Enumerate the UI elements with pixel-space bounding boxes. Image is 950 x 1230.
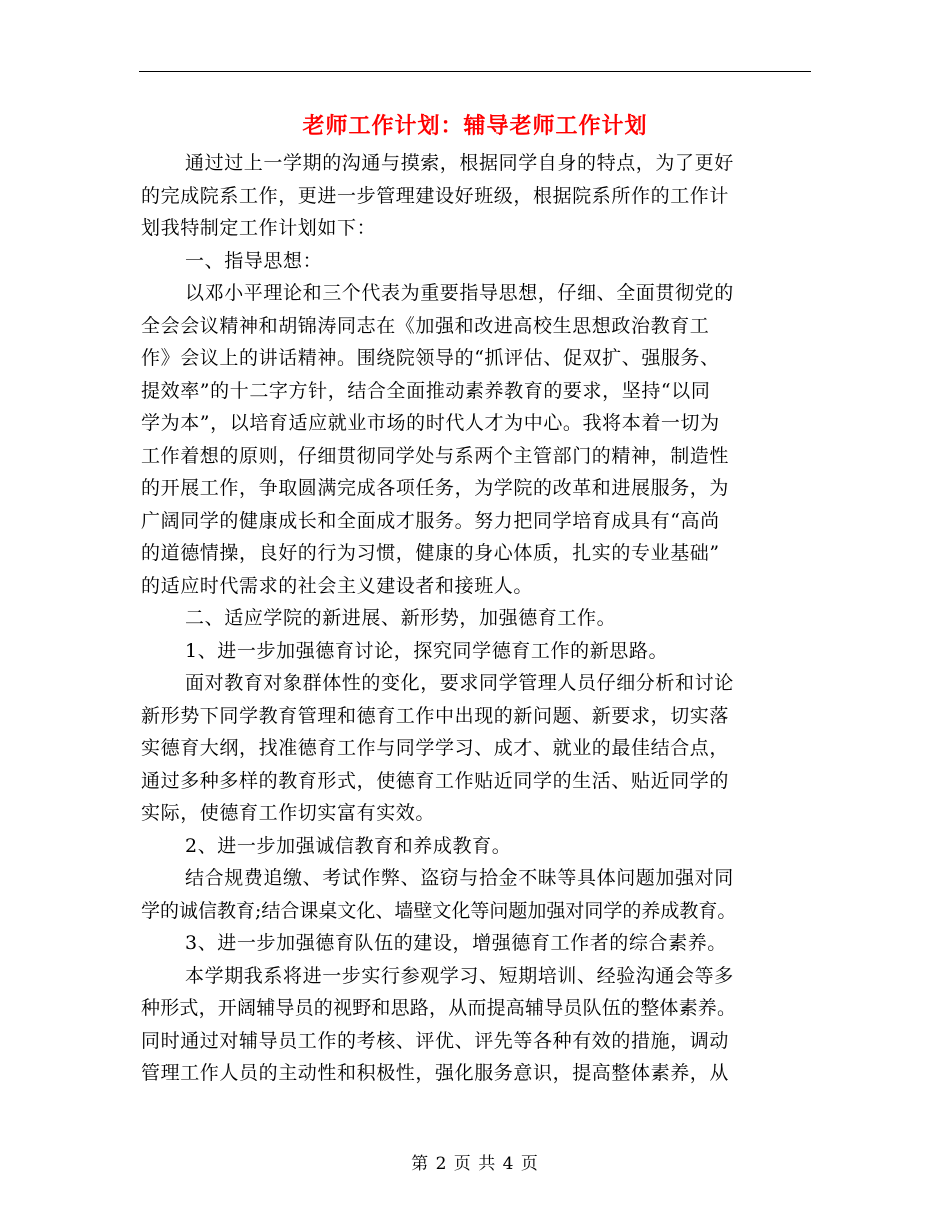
text-line: 种形式，开阔辅导员的视野和思路，从而提高辅导员队伍的整体素养。 bbox=[141, 997, 737, 1019]
text-line: 通过过上一学期的沟通与摸索，根据同学自身的特点，为了更好 bbox=[185, 152, 734, 174]
text-line: 新形势下同学教育管理和德育工作中出现的新问题、新要求，切实落 bbox=[141, 704, 730, 727]
text-line: 管理工作人员的主动性和积极性，强化服务意识，提高整体素养，从 bbox=[141, 1062, 730, 1084]
text-line: 提效率”的十二字方针，结合全面推动素养教育的要求，坚持“以同 bbox=[141, 379, 711, 402]
text-line: 的开展工作，争取圆满完成各项任务，为学院的改革和进展服务，为 bbox=[141, 477, 730, 499]
text-line: 本学期我系将进一步实行参观学习、短期培训、经验沟通会等多 bbox=[185, 964, 734, 987]
document-body bbox=[141, 147, 811, 1090]
section-heading: 一、指导思想： bbox=[185, 249, 323, 272]
text-line: 同时通过对辅导员工作的考核、评优、评先等各种有效的措施，调动 bbox=[141, 1029, 730, 1052]
text-line: 面对教育对象群体性的变化，要求同学管理人员仔细分析和讨论 bbox=[185, 672, 734, 694]
text-line: 广阔同学的健康成长和全面成才服务。努力把同学培育成具有“高尚 bbox=[141, 509, 720, 532]
text-line: 作》会议上的讲话精神。围绕院领导的“抓评估、促双扩、强服务、 bbox=[141, 347, 720, 369]
text-line: 通过多种多样的教育形式，使德育工作贴近同学的生活、贴近同学的 bbox=[141, 769, 730, 792]
text-line: 实际，使德育工作切实富有实效。 bbox=[141, 802, 436, 824]
text-line: 的适应时代需求的社会主义建设者和接班人。 bbox=[141, 574, 534, 597]
text-line: 实德育大纲，找准德育工作与同学学习、成才、就业的最佳结合点， bbox=[141, 737, 730, 759]
text-line: 的完成院系工作，更进一步管理建设好班级，根据院系所作的工作计 bbox=[141, 184, 730, 207]
page-number: 第 2 页 共 4 页 bbox=[411, 1154, 539, 1174]
text-line: 学为本”，以培育适应就业市场的时代人才为中心。我将本着一切为 bbox=[141, 412, 720, 434]
text-line: 划我特制定工作计划如下： bbox=[141, 217, 377, 239]
text-line: 的道德情操，良好的行为习惯，健康的身心体质，扎实的专业基础” bbox=[141, 542, 720, 564]
document-title: 老师工作计划：辅导老师工作计划 bbox=[302, 113, 648, 139]
text-line: 以邓小平理论和三个代表为重要指导思想，仔细、全面贯彻党的 bbox=[185, 282, 734, 304]
subsection-heading: 3、进一步加强德育队伍的建设，增强德育工作者的综合素养。 bbox=[185, 932, 727, 954]
text-line: 工作着想的原则，仔细贯彻同学处与系两个主管部门的精神，制造性 bbox=[141, 444, 730, 467]
subsection-heading: 2、进一步加强诚信教育和养成教育。 bbox=[185, 834, 512, 857]
section-heading: 二、适应学院的新进展、新形势，加强德育工作。 bbox=[185, 607, 617, 629]
text-line: 学的诚信教育;结合课桌文化、墙壁文化等问题加强对同学的养成教育。 bbox=[141, 899, 737, 922]
text-line: 全会会议精神和胡锦涛同志在《加强和改进高校生思想政治教育工 bbox=[141, 314, 710, 337]
subsection-heading: 1、进一步加强德育讨论，探究同学德育工作的新思路。 bbox=[185, 639, 669, 662]
header-rule bbox=[139, 71, 811, 72]
text-line: 结合规费追缴、考试作弊、盗窃与拾金不昧等具体问题加强对同 bbox=[185, 867, 734, 889]
